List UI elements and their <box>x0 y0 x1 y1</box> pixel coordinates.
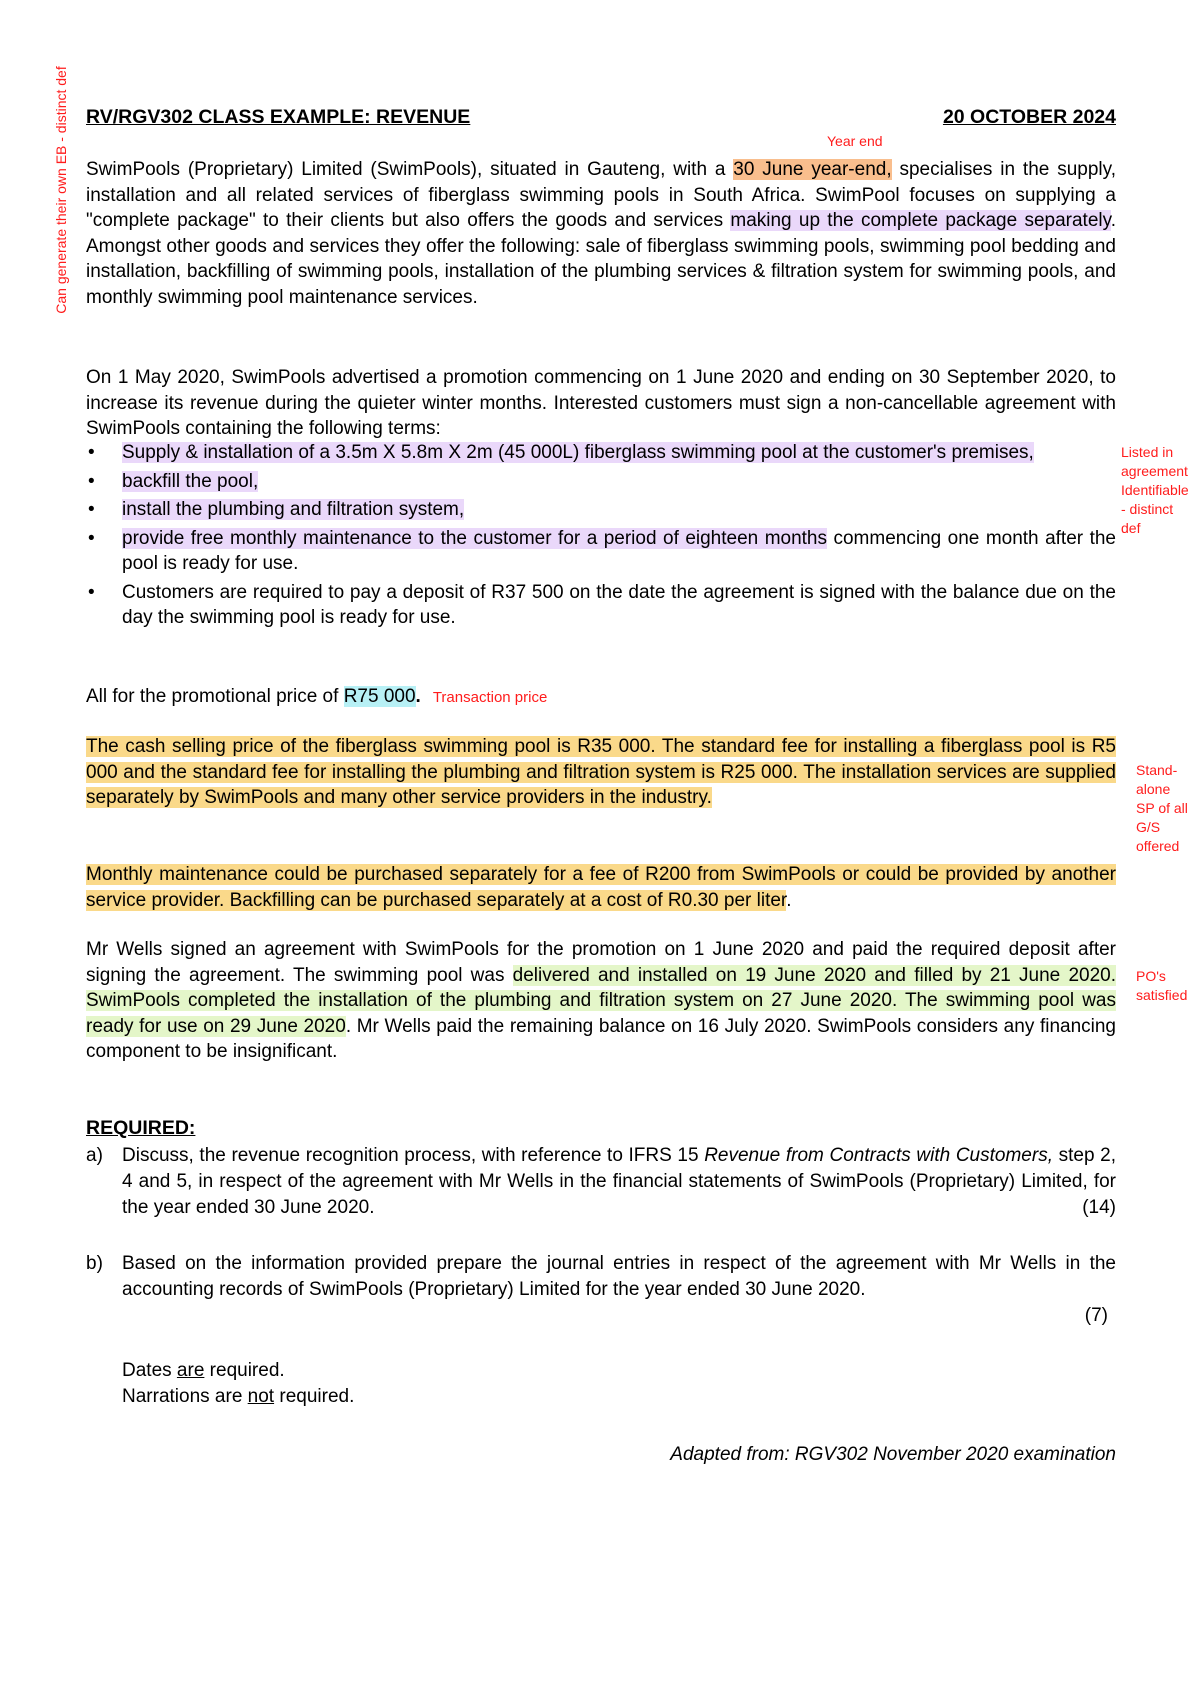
intro-text-1: SwimPools (Proprietary) Limited (SwimPools), situated in Gauteng, with a <box>86 159 734 180</box>
question-b-label: b) <box>86 1253 103 1274</box>
vertical-annotation: Can generate their own EB - distinct def <box>53 66 69 314</box>
promotional-price-line <box>86 684 1116 711</box>
intro-text-2: specialises in the supply, installation and all related services of fiberglass swimming pools in South Africa. SwimPool focuses on supplying a "complete package" to their clients but also offers the goods and services <box>86 159 1116 231</box>
agreement-terms-list <box>86 440 1116 634</box>
list-item <box>86 526 1116 577</box>
highlight-maintenance-backfill: Monthly maintenance could be purchased separately for a fee of R200 from SwimPools or could be provided by another service provider. Backfilling can be purchased separately at a cost of R0.30 per liter <box>86 864 1116 911</box>
term-deposit: Customers are required to pay a deposit of R37 500 on the date the agreement is signed with the balance due on the day the swimming pool is ready for use. <box>122 581 1116 628</box>
annotation-standalone-sp <box>1136 761 1188 856</box>
annotation-line: SP of all <box>1136 800 1188 816</box>
question-a <box>86 1143 1116 1221</box>
list-item <box>86 440 1116 466</box>
document-date: 20 OCTOBER 2024 <box>942 106 1116 128</box>
intro-text-3: . Amongst other goods and services they offer the following: sale of fiberglass swimming pools, swimming pool bedding and installation, backfilling of swimming pools, installation of the plumbing services & filtration system for swimming pools, and monthly swimming pool maintenance services. <box>86 210 1116 308</box>
dates-note <box>122 1358 285 1384</box>
dates-note-emphasis: are <box>176 1360 205 1381</box>
annotation-line: offered <box>1136 838 1180 854</box>
question-a-text-2: step 2, 4 and 5, in respect of the agreement with Mr Wells in the financial statements of SwimPools (Proprietary) Limited, for the year ended 30 June 2020. <box>122 1145 1116 1218</box>
annotation-line: def <box>1121 520 1141 536</box>
paragraph-cash-selling-price <box>86 734 1116 811</box>
annotation-line: Stand- <box>1136 762 1178 778</box>
annotation-pos-satisfied <box>1136 967 1187 1005</box>
document-title: RV/RGV302 CLASS EXAMPLE: REVENUE <box>86 106 471 128</box>
paragraph-mr-wells <box>86 937 1116 1065</box>
dates-note-1: Dates <box>122 1360 177 1381</box>
question-a-text <box>122 1143 1116 1221</box>
annotation-line: - distinct <box>1121 501 1174 517</box>
required-heading: REQUIRED: <box>86 1117 196 1139</box>
question-b-text: Based on the information provided prepare the journal entries in respect of the agreement with Mr Wells in the accounting records of SwimPools (Proprietary) Limited for the year ended 30 June 2020. <box>122 1253 1116 1300</box>
list-item <box>86 580 1116 631</box>
highlight-pos-satisfied: delivered and installed on 19 June 2020 and filled by 21 June 2020. SwimPools completed the installation of the plumbing and filtration system on 27 June 2020. The swimming pool was ready for use on 29 June 2020 <box>86 964 1116 1037</box>
narrations-note-1: Narrations are <box>122 1386 248 1407</box>
question-b-marks: (7) <box>1084 1305 1108 1326</box>
highlight-standalone-prices: The cash selling price of the fiberglass swimming pool is R35 000. The standard fee for installing a fiberglass pool is R5 000 and the standard fee for installing the plumbing and filtration system is R25 000. The installation services are supplied separately by SwimPools and many other service providers in the industry. <box>86 736 1116 808</box>
question-b <box>86 1251 1116 1329</box>
narrations-note-2: required. <box>274 1386 355 1407</box>
dates-note-2: required. <box>204 1360 285 1381</box>
question-a-text-1: Discuss, the revenue recognition process, with reference to IFRS 15 <box>122 1145 705 1166</box>
annotation-transaction-price: Transaction price <box>432 689 548 706</box>
highlight-separately: making up the complete package separately <box>730 210 1111 231</box>
annotation-listed-in-agreement <box>1121 443 1189 538</box>
maintenance-end: . <box>786 889 792 911</box>
wells-text-2: . Mr Wells paid the remaining balance on 16 July 2020. SwimPools considers any financing component to be insignificant. <box>86 1015 1116 1062</box>
document-header <box>86 106 1116 129</box>
term-maintenance: provide free monthly maintenance to the customer for a period of eighteen months <box>122 527 827 549</box>
promo-dot: . <box>415 686 421 707</box>
term-plumbing: install the plumbing and filtration system, <box>122 499 465 520</box>
paragraph-promotion: On 1 May 2020, SwimPools advertised a promotion commencing on 1 June 2020 and ending on 30 September 2020, to increase its revenue during the quieter winter months. Interested customers must sign a non-cancellable agreement with SwimPools containing the following terms: <box>86 367 1116 439</box>
highlight-transaction-price: R75 000 <box>343 686 416 707</box>
annotation-line: Identifiable <box>1121 482 1189 498</box>
annotation-line: alone <box>1136 781 1171 797</box>
annotation-line: agreement <box>1121 463 1188 479</box>
wells-text-1: Mr Wells signed an agreement with SwimPools for the promotion on 1 June 2020 and paid the required deposit after signing the agreement. The swimming pool was <box>86 939 1116 986</box>
promo-text: All for the promotional price of <box>86 686 344 707</box>
narrations-note <box>122 1384 354 1410</box>
annotation-line: satisfied <box>1136 987 1188 1003</box>
annotation-line: PO's <box>1136 968 1166 984</box>
term-backfill: backfill the pool, <box>122 470 259 492</box>
question-a-label: a) <box>86 1145 103 1166</box>
list-item <box>86 497 1116 523</box>
paragraph-maintenance <box>86 862 1116 913</box>
paragraph-intro <box>86 157 1116 310</box>
source-citation: Adapted from: RGV302 November 2020 examination <box>670 1444 1116 1465</box>
question-a-marks: (14) <box>1082 1197 1116 1218</box>
narrations-note-emphasis: not <box>247 1386 275 1407</box>
term-maintenance-rest: commencing one month after the pool is ready for use. <box>122 527 1116 574</box>
highlight-year-end: 30 June year-end, <box>733 159 892 180</box>
question-a-standard: Revenue from Contracts with Customers, <box>704 1145 1053 1166</box>
list-item <box>86 469 1116 495</box>
term-supply-installation: Supply & installation of a 3.5m X 5.8m X 2m (45 000L) fiberglass swimming pool at the customer's premises, <box>122 442 1034 463</box>
annotation-line: Listed in <box>1121 444 1174 460</box>
annotation-line: G/S <box>1136 819 1161 835</box>
annotation-year-end: Year end <box>827 133 883 149</box>
